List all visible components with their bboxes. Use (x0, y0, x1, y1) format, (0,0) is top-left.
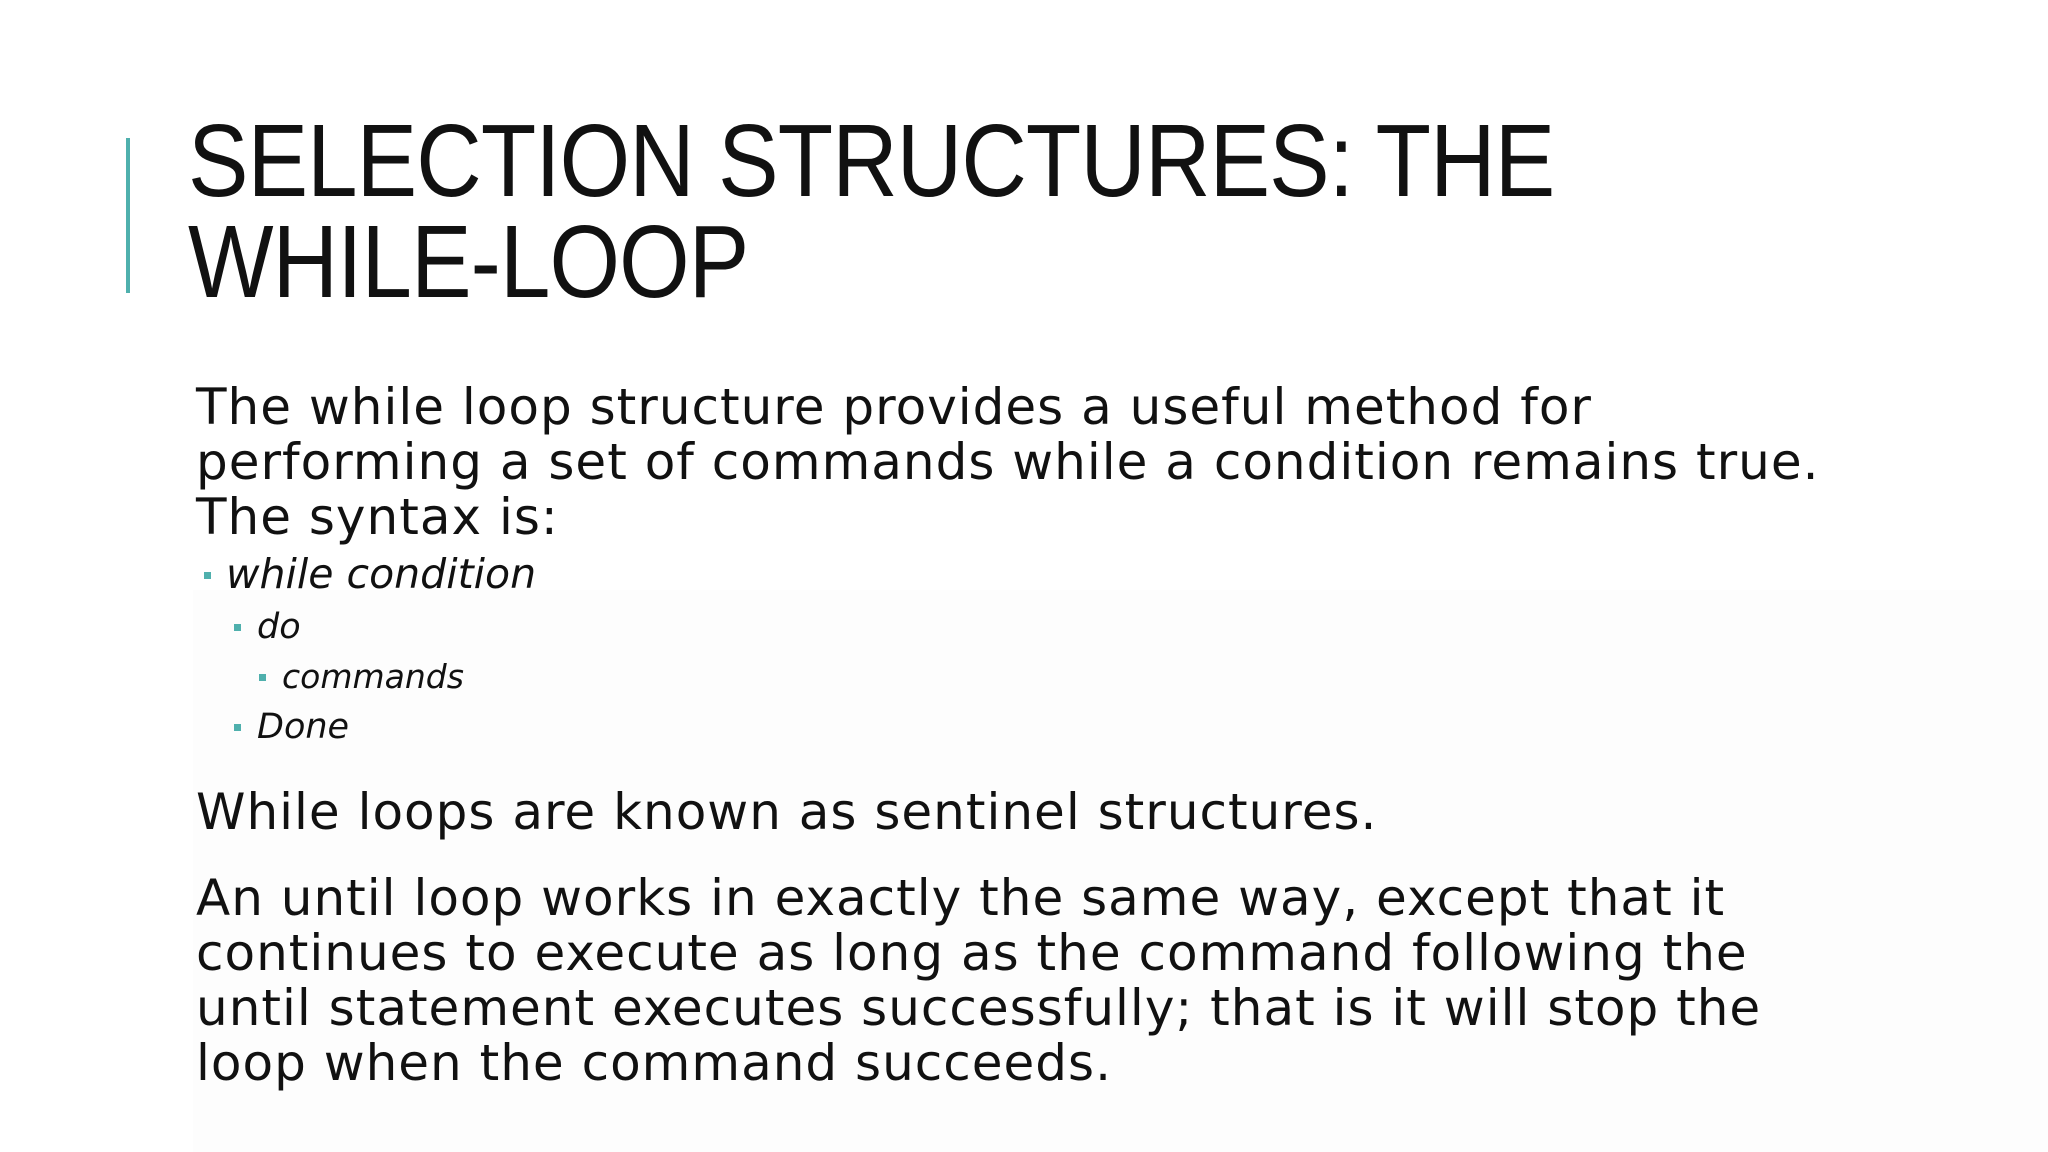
syntax-item-commands (196, 652, 1896, 702)
until-line: until statement executes successfully; that is it will stop the (196, 979, 1762, 1037)
bullet-square-icon (234, 724, 241, 731)
bullet-square-icon (259, 674, 266, 681)
until-paragraph (196, 871, 1896, 1091)
syntax-list (196, 547, 1896, 752)
syntax-item-done (196, 702, 1896, 752)
slide-body (196, 380, 1896, 1091)
syntax-text: do (257, 607, 301, 647)
syntax-text: while condition (226, 550, 537, 598)
title-line: SELECTION STRUCTURES: THE (188, 103, 1555, 218)
intro-line: The while loop structure provides a useful method for (196, 378, 1592, 436)
until-line: An until loop works in exactly the same way, except that it (196, 869, 1726, 927)
syntax-text: commands (282, 657, 464, 696)
sentinel-paragraph (196, 785, 1896, 840)
sentinel-line: While loops are known as sentinel structures. (196, 783, 1378, 841)
slide-title (188, 103, 1684, 319)
syntax-item-while (196, 547, 1896, 602)
intro-paragraph (196, 380, 1896, 545)
intro-line: The syntax is: (196, 488, 559, 546)
intro-line: performing a set of commands while a condition remains true. (196, 433, 1820, 491)
bullet-square-icon (204, 572, 211, 579)
title-accent-bar (126, 138, 130, 293)
syntax-text: Done (257, 707, 350, 747)
title-line: WHILE-LOOP (188, 204, 749, 319)
syntax-item-do (196, 602, 1896, 652)
until-line: loop when the command succeeds. (196, 1034, 1112, 1092)
bullet-square-icon (234, 624, 241, 631)
until-line: continues to execute as long as the command following the (196, 924, 1748, 982)
